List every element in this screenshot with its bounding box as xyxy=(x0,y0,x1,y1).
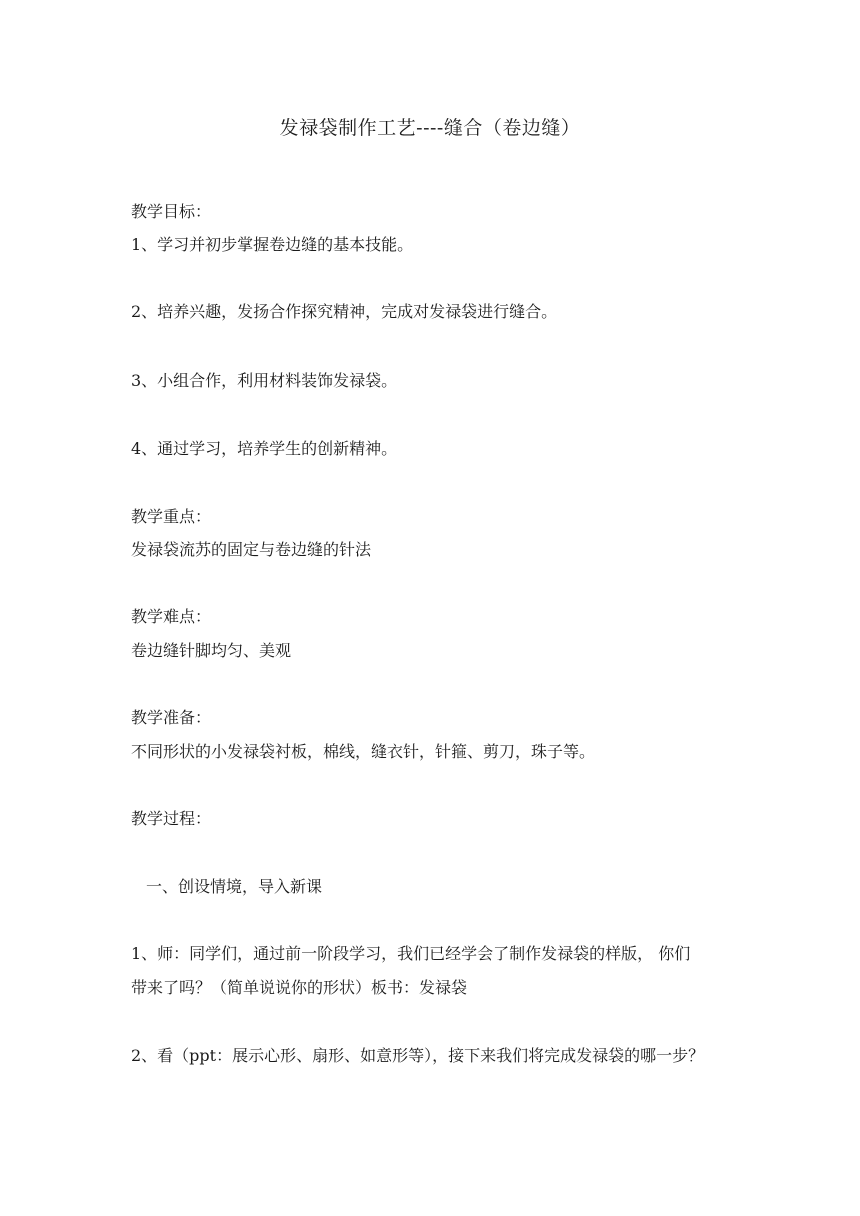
objective-item-3: 3、小组合作，利用材料装饰发禄袋。 xyxy=(131,371,398,390)
step-2: 2、看（ppt：展示心形、扇形、如意形等），接下来我们将完成发禄袋的哪一步？ xyxy=(131,1046,705,1065)
key-points-heading: 教学重点： xyxy=(131,507,212,526)
preparation-text: 不同形状的小发禄袋衬板，棉线，缝衣针，针箍、剪刀，珠子等。 xyxy=(131,742,596,761)
step-1-line-2: 带来了吗？（简单说说你的形状）板书：发禄袋 xyxy=(131,978,468,997)
difficulty-heading: 教学难点： xyxy=(131,607,212,626)
document-title: 发禄袋制作工艺----缝合（卷边缝） xyxy=(279,117,581,139)
process-heading: 教学过程： xyxy=(131,809,212,828)
objective-item-2: 2、培养兴趣，发扬合作探究精神，完成对发禄袋进行缝合。 xyxy=(131,302,558,321)
objectives-heading: 教学目标： xyxy=(131,202,212,221)
key-points-text: 发禄袋流苏的固定与卷边缝的针法 xyxy=(131,540,372,559)
objective-item-4: 4、通过学习，培养学生的创新精神。 xyxy=(131,439,398,458)
section-one-heading: 一、创设情境，导入新课 xyxy=(146,877,323,896)
preparation-heading: 教学准备： xyxy=(131,708,212,727)
step-1-line-1: 1、师：同学们，通过前一阶段学习，我们已经学会了制作发禄袋的样版， 你们 xyxy=(131,944,691,963)
difficulty-text: 卷边缝针脚均匀、美观 xyxy=(131,641,292,660)
objective-item-1: 1、学习并初步掌握卷边缝的基本技能。 xyxy=(131,235,414,254)
